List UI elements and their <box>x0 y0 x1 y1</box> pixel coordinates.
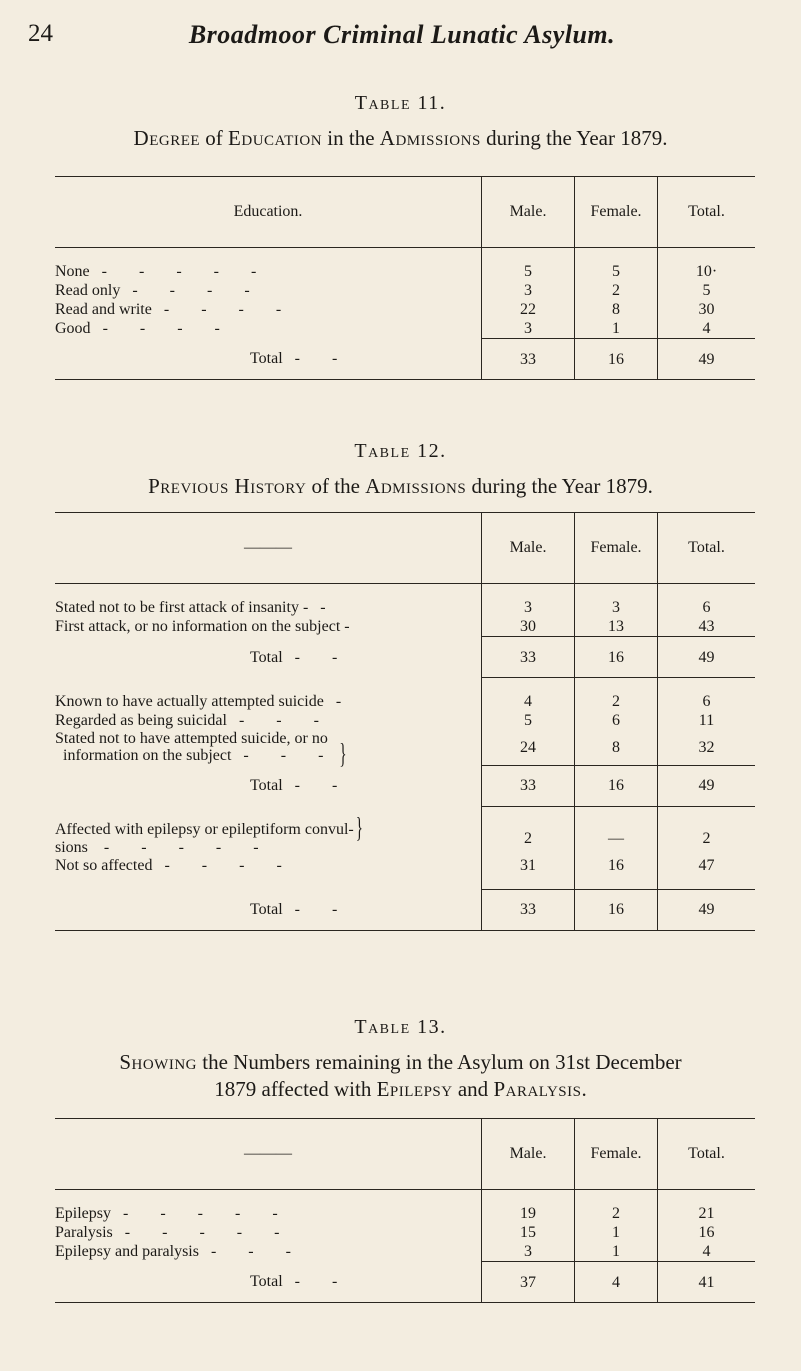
table-11-heading <box>0 92 801 152</box>
cell-total: 10· <box>658 262 756 281</box>
table-row <box>55 319 755 339</box>
col-header-total: Total. <box>658 1119 756 1190</box>
table-caption <box>0 1049 801 1103</box>
row-label: Stated not to be first attack of insanity - - <box>55 599 340 616</box>
row-label: Stated not to have attempted suicide, or no information on the subject - - - } <box>55 730 347 771</box>
row-label: Good - - - - <box>55 320 234 338</box>
cell-male: 37 <box>482 1262 575 1303</box>
cell-total: 49 <box>658 637 756 678</box>
row-label: First attack, or no information on the subject - <box>55 618 350 636</box>
page-number: 24 <box>28 20 53 47</box>
caption-part: during the Year 1879. <box>466 474 653 498</box>
cell-total: 4 <box>658 319 756 339</box>
cell-female: 16 <box>575 889 658 930</box>
cell-female: 8 <box>575 730 658 765</box>
cell-female: 16 <box>575 856 658 875</box>
caption-part: during the Year 1879. <box>480 126 668 150</box>
cell-female: 13 <box>575 617 658 637</box>
row-label: None - - - - - <box>55 263 271 280</box>
table-row <box>55 1204 755 1223</box>
cell-total: 16 <box>658 1223 756 1242</box>
cell-total: 6 <box>658 692 756 711</box>
caption-part: Admissions <box>379 126 481 150</box>
cell-total: 43 <box>658 617 756 637</box>
row-label: Epilepsy - - - - - <box>55 1205 292 1222</box>
cell-male: 3 <box>482 281 575 300</box>
table-row <box>55 281 755 300</box>
table-row <box>55 692 755 711</box>
running-header <box>22 20 782 60</box>
total-row <box>55 637 755 678</box>
col-header-male: Male. <box>482 1119 575 1190</box>
caption-part: 1879 affected with <box>214 1077 377 1101</box>
cell-male: 30 <box>482 617 575 637</box>
cell-female: 6 <box>575 711 658 730</box>
cell-male: 3 <box>482 598 575 617</box>
table-11-education <box>55 176 755 380</box>
table-header-row <box>55 1119 755 1190</box>
table-row <box>55 598 755 617</box>
row-label: Regarded as being suicidal - - - <box>55 712 333 729</box>
cell-male: 33 <box>482 637 575 678</box>
row-label: Read only - - - - <box>55 282 264 299</box>
table-header-row <box>55 177 755 248</box>
table-row <box>55 711 755 730</box>
cell-male: 3 <box>482 1242 575 1262</box>
cell-female: 3 <box>575 598 658 617</box>
cell-total: 21 <box>658 1204 756 1223</box>
table-row <box>55 262 755 281</box>
cell-female: 16 <box>575 637 658 678</box>
total-row <box>55 339 755 380</box>
cell-total: 30 <box>658 300 756 319</box>
caption-part: Education <box>228 126 323 150</box>
cell-male: 33 <box>482 765 575 806</box>
table-13-heading <box>0 1016 801 1103</box>
cell-male: 15 <box>482 1223 575 1242</box>
col-header-male: Male. <box>482 513 575 584</box>
row-label: Epilepsy and paralysis - - - <box>55 1243 305 1261</box>
cell-female: 16 <box>575 339 658 380</box>
total-row <box>55 765 755 806</box>
table-caption <box>0 473 801 500</box>
total-label: Total - - <box>55 889 482 930</box>
cell-total: 2 <box>658 821 756 856</box>
total-row <box>55 1262 755 1303</box>
row-label: Not so affected - - - - <box>55 856 296 874</box>
cell-female: — <box>575 821 658 856</box>
cell-female: 16 <box>575 765 658 806</box>
running-title: Broadmoor Criminal Lunatic Asylum. <box>188 20 616 49</box>
cell-female: 8 <box>575 300 658 319</box>
caption-part: of the <box>306 474 366 498</box>
col-header-blank: ——— <box>55 513 482 584</box>
col-header-total: Total. <box>658 513 756 584</box>
col-header-female: Female. <box>575 513 658 584</box>
cell-male: 33 <box>482 889 575 930</box>
row-label: Known to have actually attempted suicide - <box>55 693 356 710</box>
cell-male: 3 <box>482 319 575 339</box>
cell-male: 22 <box>482 300 575 319</box>
caption-part: Previous History <box>148 474 307 498</box>
row-label: Paralysis - - - - - <box>55 1224 294 1241</box>
cell-total: 49 <box>658 339 756 380</box>
cell-female: 4 <box>575 1262 658 1303</box>
total-label: Total - - <box>250 648 352 666</box>
cell-female: 2 <box>575 692 658 711</box>
cell-female: 1 <box>575 319 658 339</box>
total-row <box>55 889 755 930</box>
table-12-previous-history <box>55 512 755 931</box>
row-label: Affected with epilepsy or epileptiform convul- } sions - - - - - <box>55 813 363 856</box>
cell-male: 31 <box>482 856 575 875</box>
cell-female: 1 <box>575 1242 658 1262</box>
table-caption <box>0 125 801 152</box>
caption-part: Degree <box>133 126 201 150</box>
caption-part: Paralysis <box>493 1077 582 1101</box>
table-row <box>55 617 755 637</box>
cell-total: 49 <box>658 765 756 806</box>
cell-female: 2 <box>575 281 658 300</box>
table-row <box>55 300 755 319</box>
caption-part: the Numbers remaining in the Asylum on 31st December <box>197 1050 682 1074</box>
total-label: Total - - <box>55 1262 482 1303</box>
cell-male: 4 <box>482 692 575 711</box>
cell-male: 19 <box>482 1204 575 1223</box>
cell-total: 11 <box>658 711 756 730</box>
table-13-epilepsy-paralysis <box>55 1118 755 1303</box>
table-row <box>55 1242 755 1262</box>
row-label: Read and write - - - - <box>55 301 296 318</box>
table-row <box>55 821 755 856</box>
caption-part: . <box>581 1077 587 1101</box>
table-row <box>55 730 755 765</box>
caption-part: in the <box>322 126 380 150</box>
table-label: Table 13. <box>354 1016 447 1038</box>
cell-total: 6 <box>658 598 756 617</box>
col-header-total: Total. <box>658 177 756 248</box>
cell-female: 2 <box>575 1204 658 1223</box>
caption-part: Epilepsy <box>376 1077 453 1101</box>
col-header-female: Female. <box>575 1119 658 1190</box>
col-header-male: Male. <box>482 177 575 248</box>
caption-part: of <box>200 126 229 150</box>
cell-female: 5 <box>575 262 658 281</box>
table-12-heading <box>0 440 801 500</box>
cell-total: 4 <box>658 1242 756 1262</box>
cell-total: 47 <box>658 856 756 875</box>
col-header-female: Female. <box>575 177 658 248</box>
col-header-blank: ——— <box>55 1119 482 1190</box>
cell-total: 32 <box>658 730 756 765</box>
cell-total: 41 <box>658 1262 756 1303</box>
cell-male: 5 <box>482 262 575 281</box>
caption-part: Showing <box>119 1050 197 1074</box>
caption-part: Admissions <box>365 474 467 498</box>
col-header-education: Education. <box>55 177 482 248</box>
caption-part: and <box>452 1077 494 1101</box>
cell-male: 5 <box>482 711 575 730</box>
cell-male: 33 <box>482 339 575 380</box>
table-header-row <box>55 513 755 584</box>
cell-total: 49 <box>658 889 756 930</box>
total-label: Total - - <box>55 339 482 380</box>
cell-male: 2 <box>482 821 575 856</box>
cell-female: 1 <box>575 1223 658 1242</box>
table-row <box>55 856 755 875</box>
cell-total: 5 <box>658 281 756 300</box>
table-row <box>55 1223 755 1242</box>
total-label: Total - - <box>250 777 352 794</box>
cell-male: 24 <box>482 730 575 765</box>
table-label: Table 11. <box>354 92 447 114</box>
table-label: Table 12. <box>354 440 447 462</box>
